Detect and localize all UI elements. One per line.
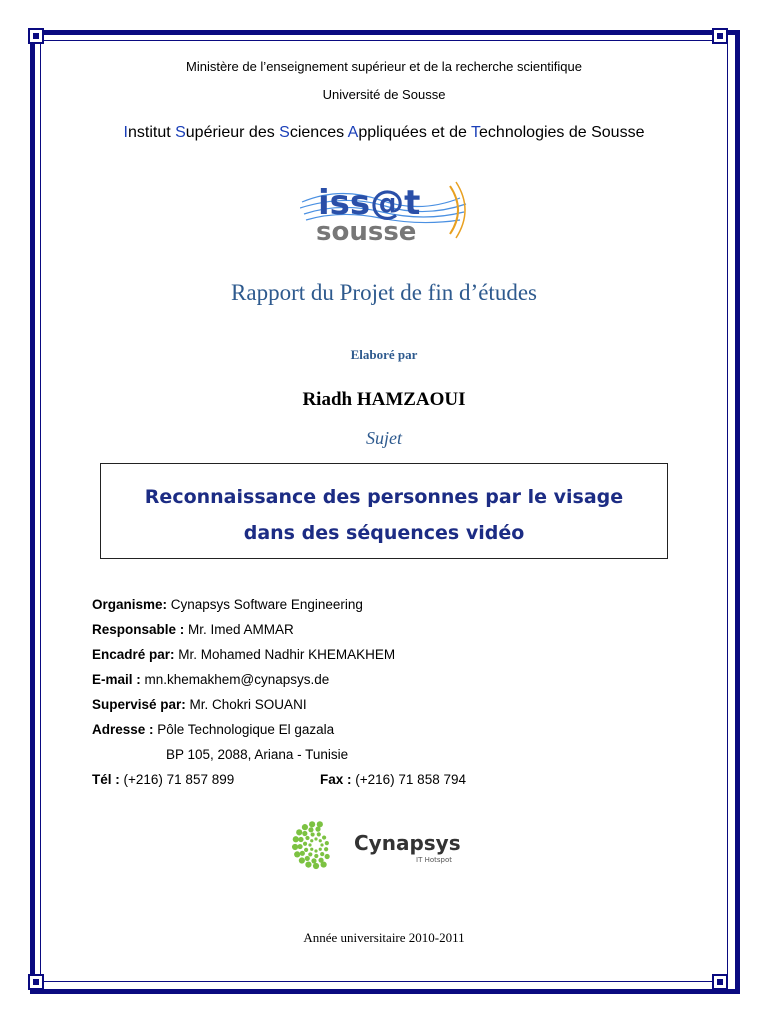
subject-line-1: Reconnaissance des personnes par le visage	[144, 486, 624, 508]
report-title: Rapport du Projet de fin d’études	[231, 280, 537, 305]
institute-name: Institut Supérieur des Sciences Appliquées et de Technologies de Sousse	[123, 124, 645, 141]
subject-line-2: dans des séquences vidéo	[243, 522, 525, 544]
svg-text:iss@t: iss@t	[318, 183, 421, 223]
info-email: E-mail : mn.khemakhem@cynapsys.de	[92, 672, 330, 687]
corner-ornament-top-right	[712, 28, 728, 44]
academic-year: Année universitaire 2010-2011	[303, 930, 465, 945]
corner-ornament-bottom-right	[712, 974, 728, 990]
info-tel-fax: Tél : (+216) 71 857 899 Fax : (+216) 71 858 794	[92, 769, 395, 794]
info-adresse: Adresse : Pôle Technologique El gazala	[92, 722, 335, 737]
info-supervise: Supervisé par: Mr. Chokri SOUANI	[92, 697, 307, 712]
project-info	[92, 594, 466, 794]
corner-ornament-bottom-left	[28, 974, 44, 990]
cynapsys-logo	[288, 820, 478, 870]
svg-text:Cynapsys: Cynapsys	[354, 831, 461, 855]
info-responsable: Responsable : Mr. Imed AMMAR	[92, 622, 294, 637]
info-encadre: Encadré par: Mr. Mohamed Nadhir KHEMAKHEM	[92, 647, 396, 662]
info-adresse-line-2: BP 105, 2088, Ariana - Tunisie	[166, 747, 349, 762]
subject-label: Sujet	[366, 428, 402, 448]
issat-sousse-logo	[300, 176, 470, 246]
info-fax: Fax : (+216) 71 858 794	[320, 772, 466, 787]
university-name: Université de Sousse	[322, 87, 446, 102]
corner-ornament-top-left	[28, 28, 44, 44]
ministry-name: Ministère de l’enseignement supérieur et de la recherche scientifique	[186, 59, 582, 74]
svg-text:sousse: sousse	[316, 217, 417, 246]
info-organisme: Organisme: Cynapsys Software Engineering	[92, 597, 363, 612]
prepared-by-label: Elaboré par	[350, 347, 418, 362]
author-name: Riadh HAMZAOUI	[302, 389, 466, 410]
subject-box	[100, 463, 668, 559]
svg-text:IT Hotspot: IT Hotspot	[416, 856, 452, 864]
